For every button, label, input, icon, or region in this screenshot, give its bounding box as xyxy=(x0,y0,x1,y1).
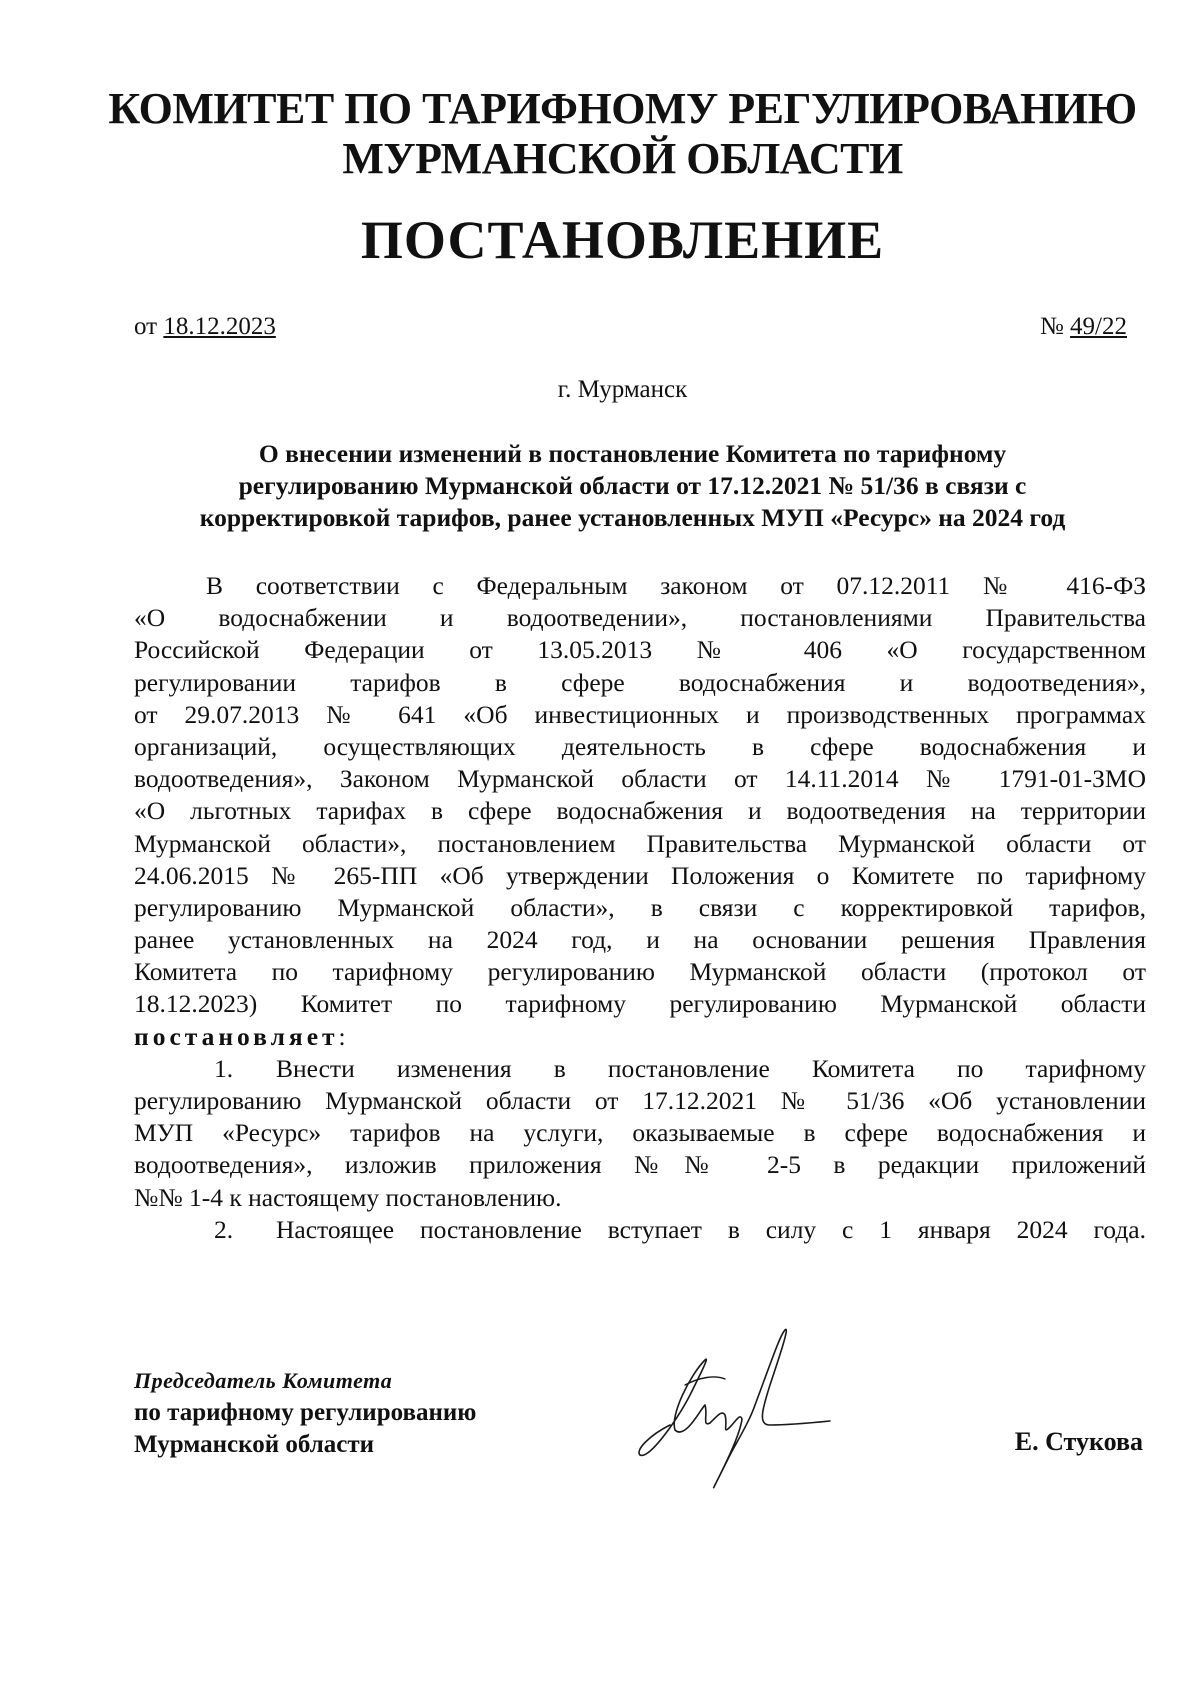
preamble-line: ранее установленных на 2024 год, и на основании решения Правления xyxy=(134,925,1146,955)
organization-name-line-1: КОМИТЕТ ПО ТАРИФНОМУ РЕГУЛИРОВАНИЮ xyxy=(108,84,1137,133)
preamble-line: Мурманской области», постановлением Правительства Мурманской области от xyxy=(134,828,1146,858)
subject-line: регулированию Мурманской области от 17.12.2021 № 51/36 в связи с xyxy=(238,471,1027,500)
subject-line: корректировкой тарифов, ранее установленных МУП «Ресурс» на 2024 год xyxy=(199,503,1066,532)
preamble-line: водоотведения», Законом Мурманской области от 14.11.2014 № 1791-01-ЗМО xyxy=(134,764,1146,794)
document-number xyxy=(1040,312,1127,342)
document-subject xyxy=(120,438,1145,534)
item-1-line: регулированию Мурманской области от 17.12.2021 № 51/36 «Об установлении xyxy=(134,1086,1146,1115)
preamble-line: Российской Федерации от 13.05.2013 № 406 «О государственном xyxy=(134,635,1146,665)
preamble-line: «О льготных тарифах в сфере водоснабжения и водоотведения на территории xyxy=(134,796,1146,826)
preamble-line: регулировании тарифов в сфере водоснабжения и водоотведения», xyxy=(134,667,1146,697)
item-1-line xyxy=(134,1053,1146,1085)
signatory-title-line: Мурманской области xyxy=(134,1431,375,1458)
resolves-word: постановляет xyxy=(134,1021,339,1051)
item-1-line: №№ 1-4 к настоящему постановлению. xyxy=(134,1182,562,1212)
preamble-line: «О водоснабжении и водоотведении», постановлениями Правительства xyxy=(134,603,1146,633)
preamble-line: В соответствии с Федеральным законом от 07.12.2011 № 416-ФЗ xyxy=(206,571,1146,600)
signatory-title xyxy=(134,1365,476,1461)
organization-name-line-2: МУРМАНСКОЙ ОБЛАСТИ xyxy=(342,134,903,183)
signatory-title-line: по тарифному регулированию xyxy=(134,1399,477,1426)
preamble-line: регулированию Мурманской области», в связи с корректировкой тарифов, xyxy=(134,892,1146,922)
document-type-title: ПОСТАНОВЛЕНИЕ xyxy=(360,210,885,270)
resolves-line xyxy=(134,1021,1146,1053)
item-1-number: 1. xyxy=(214,1053,234,1083)
preamble-line: от 29.07.2013 № 641 «Об инвестиционных и производственных программах xyxy=(134,699,1146,729)
subject-line: О внесении изменений в постановление Комитета по тарифному xyxy=(258,439,1007,468)
resolves-colon: : xyxy=(338,1021,346,1051)
preamble-line: 18.12.2023) Комитет по тарифному регулированию Мурманской области xyxy=(134,989,1146,1019)
document-city: г. Мурманск xyxy=(557,376,688,403)
document-date xyxy=(134,312,276,342)
item-1-line: водоотведения», изложив приложения №№ 2-5 в редакции приложений xyxy=(134,1150,1146,1180)
signatory-title-line: Председатель Комитета xyxy=(134,1368,393,1393)
item-2-number: 2. xyxy=(214,1214,234,1244)
item-1-line: МУП «Ресурс» тарифов на услуги, оказываемые в сфере водоснабжения и xyxy=(134,1118,1146,1148)
number-value: 49/22 xyxy=(1070,313,1127,340)
preamble-line: Комитета по тарифному регулированию Мурманской области (протокол от xyxy=(134,957,1146,987)
number-prefix: № xyxy=(1039,313,1064,340)
preamble-line: 24.06.2015 № 265-ПП «Об утверждении Положения о Комитете по тарифному xyxy=(134,860,1146,890)
item-2-line xyxy=(134,1214,1146,1246)
signatory-name: Е. Стукова xyxy=(1014,1427,1143,1456)
date-prefix: от xyxy=(134,313,158,340)
item-1-text: Внести изменения в постановление Комитета по тарифному xyxy=(276,1053,1146,1083)
document-body xyxy=(134,570,1146,1246)
handwritten-signature xyxy=(630,1315,850,1495)
item-2-text: Настоящее постановление вступает в силу с 1 января 2024 года. xyxy=(276,1214,1146,1244)
preamble-line: организаций, осуществляющих деятельность в сфере водоснабжения и xyxy=(134,731,1146,761)
date-value: 18.12.2023 xyxy=(163,313,276,340)
